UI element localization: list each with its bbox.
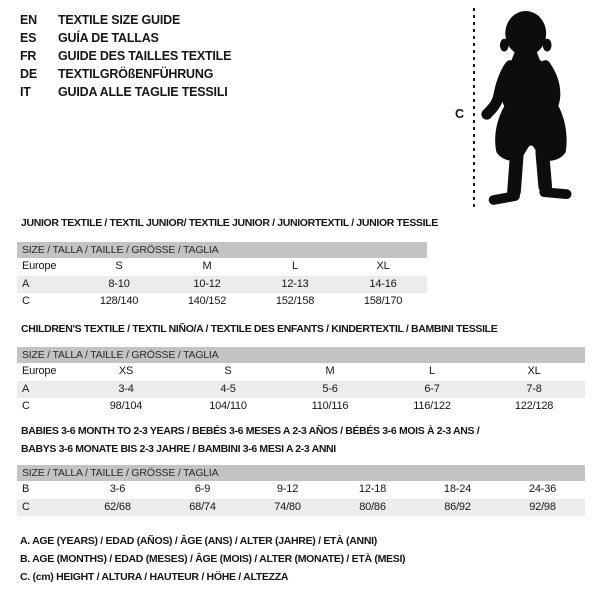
row-label: Europe: [22, 260, 57, 272]
table-cell: L: [429, 365, 435, 377]
table-cell: XL: [527, 365, 541, 377]
table-cell: XS: [118, 365, 134, 377]
table-cell: 158/170: [363, 295, 403, 307]
lang-code: EN: [20, 13, 37, 27]
height-label: C: [455, 107, 465, 121]
table-row-a: [17, 381, 585, 399]
row-label: A: [22, 382, 30, 395]
lang-code: FR: [20, 49, 37, 63]
row-label: A: [22, 277, 30, 290]
lang-label: GUIDE DES TAILLES TEXTILE: [58, 49, 232, 63]
title-line: BABIES 3-6 MONTH TO 2-3 YEARS / BEBÉS 3-6 MESES A 2-3 AÑOS / BÉBÉS 3-6 MOIS À 2-3 ANS /: [21, 425, 480, 437]
table-cell: 7-8: [526, 382, 542, 395]
table-row-europe: [17, 258, 427, 276]
junior-table-title: [21, 215, 438, 233]
table-cell: 5-6: [322, 382, 338, 395]
table-cell: 6-9: [194, 483, 211, 495]
table-cell: 3-4: [118, 382, 134, 395]
table-cell: 86/92: [444, 500, 471, 513]
height-measure-dashed-line: [473, 8, 475, 209]
lang-code: ES: [20, 31, 37, 45]
table-cell: 68/74: [189, 500, 216, 513]
table-cell: 122/128: [514, 400, 554, 412]
footnote-age-months: B. AGE (MONTHS) / EDAD (MESES) / ÂGE (MOIS) / ALTER (MONATE) / ETÀ (MESI): [20, 553, 406, 565]
table-cell: 104/110: [209, 400, 247, 412]
junior-size-table: [17, 242, 427, 311]
lang-row-de: [20, 65, 231, 83]
lang-row-it: [20, 83, 231, 101]
table-cell: 3-6: [109, 483, 126, 495]
table-cell: M: [325, 365, 335, 377]
table-cell: 110/116: [311, 400, 349, 412]
table-cell: 62/68: [104, 500, 131, 513]
language-title-block: [20, 11, 231, 101]
title-line: CHILDREN'S TEXTILE / TEXTIL NIÑO/A / TEXTILE DES ENFANTS / KINDERTEXTIL / BAMBINI TESSILE: [21, 323, 498, 335]
table-cell: 14-16: [369, 277, 397, 290]
lang-label: GUÍA DE TALLAS: [58, 31, 159, 45]
children-table-title: [21, 321, 497, 339]
children-size-table: [17, 347, 585, 416]
table-cell: 128/140: [99, 295, 139, 307]
table-cell: 116/122: [413, 400, 451, 412]
table-cell: 152/158: [275, 295, 315, 307]
table-row-europe: [17, 363, 585, 381]
toddler-silhouette-image: [478, 5, 590, 207]
size-header-band: SIZE / TALLA / TAILLE / GRÖSSE / TAGLIA: [17, 242, 427, 258]
lang-row-fr: [20, 47, 231, 65]
babies-table-title: [21, 423, 479, 458]
table-row-c: [17, 293, 427, 311]
toddler-silhouette-svg: [478, 5, 590, 207]
table-cell: 4-5: [220, 382, 236, 395]
table-cell: 8-10: [108, 277, 130, 290]
table-cell: 9-12: [276, 483, 299, 495]
table-cell: 6-7: [424, 382, 440, 395]
lang-label: TEXTILE SIZE GUIDE: [58, 13, 181, 27]
table-cell: 24-36: [528, 483, 557, 495]
footnotes-block: [20, 532, 405, 586]
lang-label: GUIDA ALLE TAGLIE TESSILI: [58, 85, 228, 99]
lang-code: IT: [20, 85, 31, 99]
size-header-band: SIZE / TALLA / TAILLE / GRÖSSE / TAGLIA: [17, 465, 585, 481]
table-cell: 140/152: [187, 295, 227, 307]
size-header-band: SIZE / TALLA / TAILLE / GRÖSSE / TAGLIA: [17, 347, 585, 363]
table-cell: M: [202, 260, 212, 272]
table-cell: 92/98: [529, 500, 556, 513]
table-cell: L: [292, 260, 298, 272]
title-line: JUNIOR TEXTILE / TEXTIL JUNIOR/ TEXTILE JUNIOR / JUNIORTEXTIL / JUNIOR TESSILE: [21, 217, 438, 229]
lang-code: DE: [20, 67, 37, 81]
babies-size-table: [17, 465, 585, 516]
row-label: Europe: [22, 365, 57, 377]
table-row-b: [17, 481, 585, 499]
lang-label: TEXTILGRÖßENFÜHRUNG: [58, 67, 214, 81]
table-cell: 80/86: [359, 500, 386, 513]
footnote-age-years: A. AGE (YEARS) / EDAD (AÑOS) / ÂGE (ANS) / ALTER (JAHRE) / ETÀ (ANNI): [20, 535, 377, 547]
footnote-height: C. (cm) HEIGHT / ALTURA / HAUTEUR / HÖHE / ALTEZZA: [20, 571, 289, 583]
table-cell: 18-24: [443, 483, 472, 495]
row-label: C: [22, 295, 30, 307]
table-cell: 98/104: [109, 400, 143, 412]
table-cell: S: [115, 260, 123, 272]
row-label: B: [22, 483, 30, 495]
table-row-c: [17, 499, 585, 517]
row-label: C: [22, 500, 30, 513]
table-cell: 12-13: [281, 277, 309, 290]
table-cell: S: [224, 365, 232, 377]
row-label: C: [22, 400, 30, 412]
lang-row-es: [20, 29, 231, 47]
table-cell: 10-12: [193, 277, 221, 290]
table-row-c: [17, 398, 585, 416]
lang-row-en: [20, 11, 231, 29]
table-cell: 12-18: [358, 483, 387, 495]
table-cell: XL: [376, 260, 390, 272]
table-row-a: [17, 276, 427, 294]
title-line: BABYS 3-6 MONATE BIS 2-3 JAHRE / BAMBINI 3-6 MESI A 2-3 ANNI: [21, 442, 336, 455]
table-cell: 74/80: [274, 500, 301, 513]
